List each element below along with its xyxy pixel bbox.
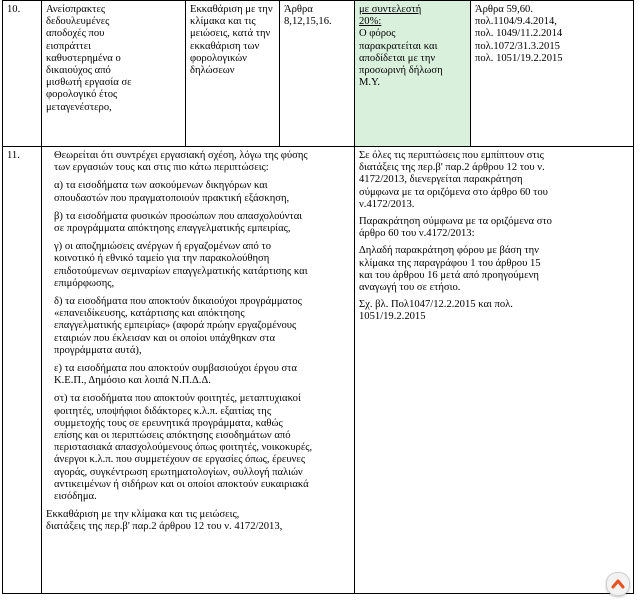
text-line: διατάξεις της περ.β' παρ.2 άρθρου 12 του ν. <box>359 162 545 174</box>
text-line: αποδοχές που <box>46 28 105 40</box>
table-row-10 <box>3 1 634 147</box>
case-paragraph <box>46 296 350 357</box>
text-line: Σχ. βλ. Πολ1047/12.2.2015 και πολ. <box>359 299 513 311</box>
rule-paragraph <box>359 245 629 294</box>
row-number <box>3 1 42 147</box>
text-line: Εκκαθάριση με την <box>190 4 273 15</box>
text-line: μισθωτή εργασία σε <box>46 77 132 89</box>
rule-paragraph <box>359 150 629 211</box>
text-line: στ) τα εισοδήματα που αποκτούν φοιτητές, μεταπτυχιακοί <box>54 393 301 405</box>
text-line: άρθρο 60 του ν.4172/2013: <box>359 228 475 240</box>
text-line: αποδίδεται με την <box>359 52 436 64</box>
text-line: περιστασιακά απασχολούμενους όπως φοιτητές, νοικοκυρές, <box>54 442 313 454</box>
clearance-text <box>190 4 275 77</box>
text-line: Θεωρείται ότι συντρέχει εργασιακή σχέση, λόγω της φύσης <box>54 150 308 161</box>
case-paragraph <box>46 211 350 235</box>
case-paragraph <box>46 241 350 290</box>
text-line: με συντελεστή <box>359 4 422 15</box>
employment-cases-list <box>46 150 350 503</box>
clearance-cell <box>186 1 280 147</box>
text-line: αναγωγή του σε ετήσιο. <box>359 282 461 294</box>
text-line: διατάξεις της περ.β' παρ.2 άρθρου 12 του ν. 4172/2013, <box>46 521 283 533</box>
text-line: δηλώσεων <box>190 65 235 77</box>
text-line: και του άρθρου 16 μετά από προηγούμενη <box>359 269 539 281</box>
text-line: 20%: <box>359 16 382 28</box>
references-text <box>475 4 629 65</box>
text-line: προσωρινή δήλωση <box>359 65 443 77</box>
text-line: σε προγράμματα απόκτησης επαγγελματικής εμπειρίας, <box>54 223 291 235</box>
text-line: ν.4172/2013. <box>359 198 415 210</box>
rule-paragraph <box>359 299 629 323</box>
text-line: πολ. 1051/19.2.2015 <box>475 52 563 64</box>
rule-paragraph <box>359 216 629 240</box>
case-paragraph <box>46 180 350 204</box>
text-line: πολ.1072/31.3.2015 <box>475 40 560 52</box>
withholding-text <box>359 28 466 89</box>
text-line: κοινοτικό ή εθνικό ταμείο για την παρακολούθηση <box>54 253 270 265</box>
text-line: Δηλαδή παρακράτηση φόρου με βάση την <box>359 245 539 257</box>
text-line: φορολογικό έτος <box>46 89 118 101</box>
text-line: 1051/19.2.2015 <box>359 311 426 323</box>
text-line: «επανειδίκευσης, κατάρτισης και απόκτησης <box>54 308 245 320</box>
text-line: προγράμματα αυτά), <box>54 344 142 356</box>
text-line: Ανείσπρακτες <box>46 4 106 15</box>
text-line: μειώσεις, κατά την <box>190 28 271 40</box>
employment-cases-cell <box>42 147 355 594</box>
tax-table <box>2 0 634 594</box>
articles-cell <box>280 1 355 147</box>
text-line: επιμόρφωσης, <box>54 277 115 289</box>
text-line: Ο φόρος <box>359 28 396 40</box>
row-number <box>3 147 42 594</box>
text-line: εισόδημα. <box>54 491 97 503</box>
withholding-rules-list <box>359 150 629 324</box>
text-line: σπουδαστών που πραγματοποιούν πρακτική εξάσκηση, <box>54 192 290 204</box>
text-line: μεταγενέστερο, <box>46 101 112 113</box>
text-line: δ) τα εισοδήματα που αποκτούν δικαιούχοι προγράμματος <box>54 296 302 308</box>
table-row-11 <box>3 147 634 594</box>
text-line: ε) τα εισοδήματα που αποκτούν συμβασιούχοι έργου στα <box>54 363 297 375</box>
text-line: Εκκαθάριση με την κλίμακα και τις μειώσεις, <box>46 509 240 521</box>
text-line: αντικειμένων ή σιδήρων και οι οποίοι αποκτούν ευκαιριακά <box>54 478 309 490</box>
text-line: Κ.Ε.Π., Δημόσιο και λοιπά Ν.Π.Δ.Δ. <box>54 375 211 387</box>
text-line: εταιριών που έκλεισαν και οι οποίοι υπάχθηκαν στα <box>54 332 276 344</box>
withholding-cell <box>355 1 471 147</box>
scroll-to-top-arrow-icon <box>611 577 625 591</box>
text-line: κλίμακα και τις <box>190 16 256 28</box>
row-number-text: 11. <box>7 150 20 161</box>
text-line: δικαιούχος από <box>46 65 111 77</box>
text-line: κλίμακα της παραγράφου 1 του άρθρου 15 <box>359 257 541 269</box>
scroll-to-top-button[interactable] <box>606 572 630 596</box>
text-line: α) τα εισοδήματα των ασκούμενων δικηγόρων και <box>54 180 268 192</box>
row-number-text: 10. <box>7 4 21 15</box>
text-line: Παρακράτηση σύμφωνα με τα οριζόμενα στο <box>359 216 552 228</box>
text-line: β) τα εισοδήματα φυσικών προσώπων που απασχολούνται <box>54 210 303 222</box>
case-paragraph <box>46 150 350 174</box>
articles-text <box>284 4 350 28</box>
text-line: Άρθρα <box>284 4 313 15</box>
text-line: των εργασιών τους και στις πιο κάτω περιπτώσεις: <box>54 162 269 174</box>
rate-header <box>359 4 466 28</box>
closing-text <box>46 509 350 533</box>
case-paragraph <box>46 393 350 503</box>
text-line: εκκαθάριση των <box>190 40 260 52</box>
text-line: συμμετοχής τους σε ερευνητικά προγράμματα, καθώς <box>54 417 283 429</box>
income-type-text <box>46 4 181 114</box>
text-line: επίσης και οι περιπτώσεις απόκτησης εισοδημάτων από <box>54 430 291 442</box>
text-line: καθυστερημένα ο <box>46 52 121 64</box>
text-line: σύμφωνα με τα οριζόμενα στο άρθρο 60 του <box>359 186 548 198</box>
text-line: άνεργοι κ.λ.π. που συμμετέχουν σε εργασίες όπως, έρευνες <box>54 454 306 466</box>
text-line: Άρθρα 59,60. <box>475 4 533 15</box>
text-line: 4172/2013, διενεργείται παρακράτηση <box>359 174 523 186</box>
text-line: Σε όλες τις περιπτώσεις που εμπίπτουν στις <box>359 150 544 161</box>
text-line: 8,12,15,16. <box>284 16 332 28</box>
references-cell <box>471 1 634 147</box>
text-line: επιδοτούμενων σεμιναρίων επαγγελματικής κατάρτισης και <box>54 265 308 277</box>
text-line: γ) οι αποζημιώσεις ανέργων ή εργαζομένων από το <box>54 241 272 253</box>
text-line: Μ.Υ. <box>359 77 381 89</box>
text-line: φορολογικών <box>190 52 247 64</box>
income-type-cell <box>42 1 186 147</box>
text-line: επαγγελματικής εμπειρίας» (αφορά πρώην εργαζομένους <box>54 320 297 332</box>
text-line: πολ. 1049/11.2.2014 <box>475 28 563 40</box>
case-paragraph <box>46 363 350 387</box>
text-line: αγοράς, συγκέντρωση ερωτηματολογίων, συλλογή παλιών <box>54 466 303 478</box>
text-line: παρακρατείται και <box>359 40 438 52</box>
text-line: δεδουλευμένες <box>46 16 110 28</box>
withholding-rules-cell <box>355 147 634 594</box>
text-line: εισπράττει <box>46 40 92 52</box>
text-line: πολ.1104/9.4.2014, <box>475 16 557 28</box>
text-line: φοιτητές, υποψήφιοι διδάκτορες κ.λ.π. εξαιτίας της <box>54 405 272 417</box>
